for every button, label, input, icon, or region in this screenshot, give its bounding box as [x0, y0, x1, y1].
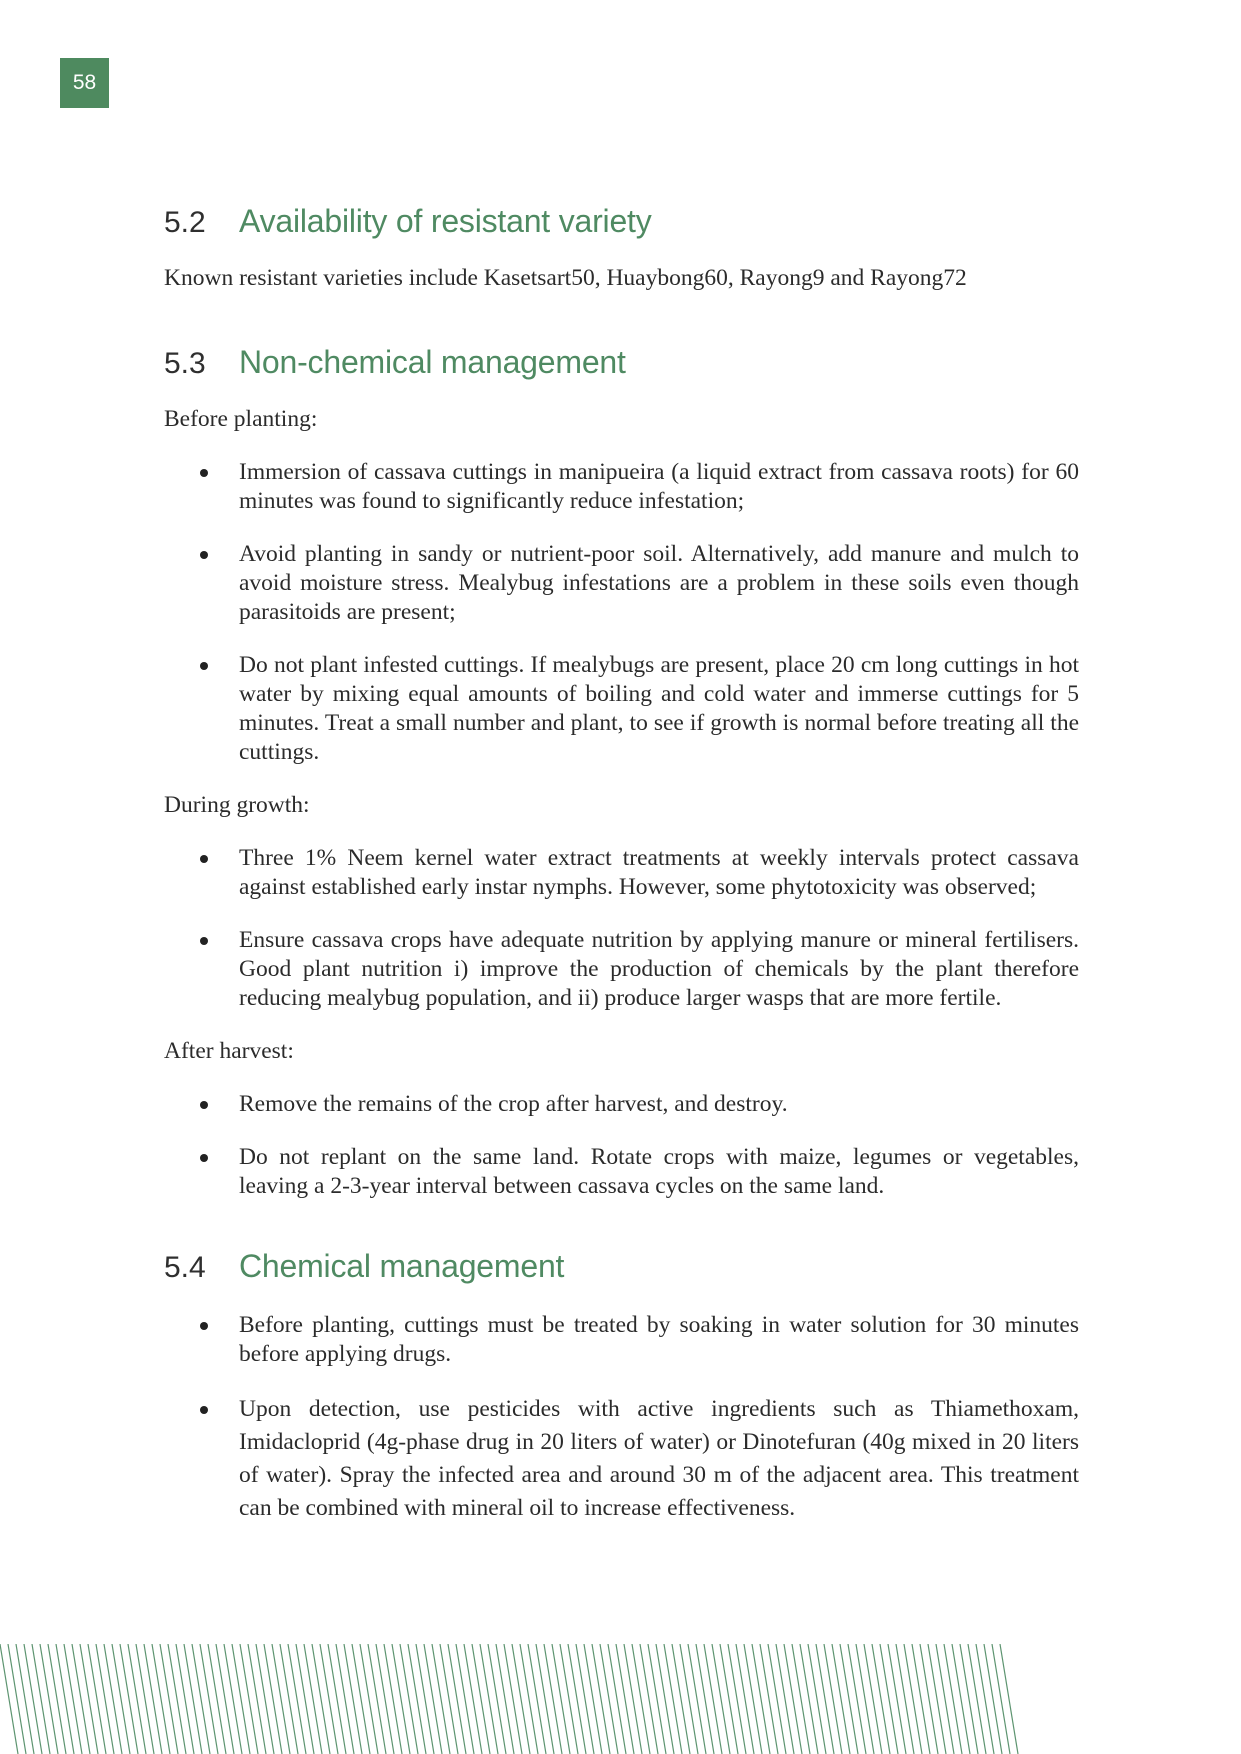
- stripe-line: [872, 1644, 890, 1754]
- stripe-line: [480, 1644, 498, 1754]
- stripe-line: [88, 1644, 106, 1754]
- stripe-line: [736, 1644, 754, 1754]
- stripe-line: [536, 1644, 554, 1754]
- stripe-line: [568, 1644, 586, 1754]
- stripe-line: [80, 1644, 98, 1754]
- stripe-line: [840, 1644, 858, 1754]
- stripe-line: [32, 1644, 50, 1754]
- list-item: [164, 540, 1079, 627]
- list-item: [164, 844, 1079, 902]
- stripe-line: [720, 1644, 738, 1754]
- stripe-line: [240, 1644, 258, 1754]
- stripe-line: [904, 1644, 922, 1754]
- stripe-line: [464, 1644, 482, 1754]
- stripe-line: [832, 1644, 850, 1754]
- stripe-line: [272, 1644, 290, 1754]
- stripe-line: [152, 1644, 170, 1754]
- list-item: [164, 1143, 1079, 1201]
- section-5-2: [164, 196, 1079, 293]
- stripe-line: [360, 1644, 378, 1754]
- stripe-line: [256, 1644, 274, 1754]
- stripe-line: [544, 1644, 562, 1754]
- bullet-icon: [200, 855, 208, 863]
- stripe-line: [888, 1644, 906, 1754]
- list-item-text: Avoid planting in sandy or nutrient-poor soil. Alternatively, add manure and mulch to avoid moisture stress. Mealybug infestations are a problem in these soils even though parasitoids are present;: [239, 541, 1079, 625]
- stripe-line: [488, 1644, 506, 1754]
- stripe-line: [712, 1644, 730, 1754]
- stripe-line: [224, 1644, 242, 1754]
- stripe-line: [448, 1644, 466, 1754]
- stripe-line: [824, 1644, 842, 1754]
- stripe-line: [24, 1644, 42, 1754]
- stripe-line: [264, 1644, 282, 1754]
- group-label-before-planting: Before planting:: [164, 406, 318, 432]
- stripe-line: [680, 1644, 698, 1754]
- stripe-line: [320, 1644, 338, 1754]
- page-number-badge: [60, 58, 109, 108]
- stripe-line: [816, 1644, 834, 1754]
- stripe-line: [576, 1644, 594, 1754]
- stripe-line: [160, 1644, 178, 1754]
- list-item-text: Do not plant infested cuttings. If mealybugs are present, place 20 cm long cuttings in hot water by mixing equal amounts of boiling and cold water and immerse cuttings for 5 minutes. Treat a small number and plant, to see if growth is normal before treating all the cuttings.: [239, 652, 1079, 765]
- stripe-line: [880, 1644, 898, 1754]
- stripe-line: [344, 1644, 362, 1754]
- stripe-line: [520, 1644, 538, 1754]
- stripe-line: [848, 1644, 866, 1754]
- stripe-line: [584, 1644, 602, 1754]
- stripe-line: [528, 1644, 546, 1754]
- section-number: 5.3: [164, 347, 206, 380]
- stripe-line: [416, 1644, 434, 1754]
- stripe-line: [968, 1644, 986, 1754]
- stripe-line: [248, 1644, 266, 1754]
- stripe-line: [312, 1644, 330, 1754]
- list-item-text: Do not replant on the same land. Rotate crops with maize, legumes or vegetables, leaving a 2-3-year interval between cassava cycles on the same land.: [239, 1144, 1079, 1199]
- stripe-line: [552, 1644, 570, 1754]
- stripe-line: [0, 1644, 18, 1754]
- stripe-line: [864, 1644, 882, 1754]
- bullet-list: [164, 458, 1079, 767]
- stripe-line: [192, 1644, 210, 1754]
- stripe-line: [672, 1644, 690, 1754]
- bullet-list: [164, 844, 1079, 1013]
- stripe-line: [696, 1644, 714, 1754]
- stripe-line: [384, 1644, 402, 1754]
- stripe-line: [392, 1644, 410, 1754]
- bullet-icon: [200, 937, 208, 945]
- stripe-line: [760, 1644, 778, 1754]
- stripe-line: [664, 1644, 682, 1754]
- stripe-line: [104, 1644, 122, 1754]
- bullet-icon: [200, 469, 208, 477]
- stripe-line: [952, 1644, 970, 1754]
- stripe-line: [592, 1644, 610, 1754]
- list-item: [164, 1090, 1079, 1119]
- bullet-icon: [200, 1101, 208, 1109]
- stripe-line: [640, 1644, 658, 1754]
- stripe-line: [920, 1644, 938, 1754]
- stripe-line: [288, 1644, 306, 1754]
- page-number: 58: [72, 71, 97, 94]
- section-number: 5.4: [164, 1251, 206, 1284]
- stripe-line: [1000, 1644, 1018, 1754]
- stripe-line: [456, 1644, 474, 1754]
- stripe-line: [96, 1644, 114, 1754]
- stripe-line: [336, 1644, 354, 1754]
- section-heading: [164, 337, 1079, 387]
- stripe-line: [232, 1644, 250, 1754]
- stripe-line: [936, 1644, 954, 1754]
- stripe-line: [608, 1644, 626, 1754]
- section-number: 5.2: [164, 206, 206, 239]
- list-item: [164, 1311, 1079, 1369]
- stripe-line: [944, 1644, 962, 1754]
- list-item: [164, 1393, 1079, 1525]
- stripe-line: [512, 1644, 530, 1754]
- stripe-line: [704, 1644, 722, 1754]
- bullet-icon: [200, 1406, 208, 1414]
- section-title: Availability of resistant variety: [239, 203, 652, 239]
- stripe-line: [776, 1644, 794, 1754]
- stripe-line: [304, 1644, 322, 1754]
- decorative-stripes-pattern: [0, 1644, 1241, 1754]
- list-item: [164, 926, 1079, 1013]
- bullet-icon: [200, 662, 208, 670]
- stripe-line: [496, 1644, 514, 1754]
- stripe-line: [784, 1644, 802, 1754]
- stripe-line: [128, 1644, 146, 1754]
- stripe-line: [984, 1644, 1002, 1754]
- stripe-line: [400, 1644, 418, 1754]
- section-heading: [164, 1241, 1079, 1291]
- stripe-line: [424, 1644, 442, 1754]
- stripe-line: [368, 1644, 386, 1754]
- bullet-list: [164, 1090, 1079, 1201]
- stripe-line: [144, 1644, 162, 1754]
- stripe-line: [992, 1644, 1010, 1754]
- stripe-line: [624, 1644, 642, 1754]
- stripe-line: [808, 1644, 826, 1754]
- stripe-line: [136, 1644, 154, 1754]
- stripe-line: [440, 1644, 458, 1754]
- section-title: Non-chemical management: [239, 344, 626, 380]
- stripe-line: [632, 1644, 650, 1754]
- stripe-line: [656, 1644, 674, 1754]
- stripe-line: [752, 1644, 770, 1754]
- stripe-line: [352, 1644, 370, 1754]
- stripe-line: [976, 1644, 994, 1754]
- stripe-line: [72, 1644, 90, 1754]
- stripe-line: [768, 1644, 786, 1754]
- list-item-text: Three 1% Neem kernel water extract treatments at weekly intervals protect cassava against established early instar nymphs. However, some phytotoxicity was observed;: [239, 845, 1079, 900]
- list-item-text: Ensure cassava crops have adequate nutrition by applying manure or mineral fertilisers. Good plant nutrition i) improve the production of chemicals by the plant therefore reducing mealybug population, and ii) produce larger wasps that are more fertile.: [239, 927, 1079, 1011]
- stripe-line: [176, 1644, 194, 1754]
- stripe-line: [600, 1644, 618, 1754]
- stripe-line: [64, 1644, 82, 1754]
- section-title: Chemical management: [239, 1248, 565, 1284]
- page-content: [164, 196, 1079, 1525]
- bullet-list: [164, 1311, 1079, 1525]
- stripe-line: [928, 1644, 946, 1754]
- stripe-line: [216, 1644, 234, 1754]
- stripe-line: [792, 1644, 810, 1754]
- stripe-line: [16, 1644, 34, 1754]
- stripe-line: [648, 1644, 666, 1754]
- bullet-icon: [200, 551, 208, 559]
- stripe-line: [56, 1644, 74, 1754]
- stripe-line: [616, 1644, 634, 1754]
- bullet-icon: [200, 1154, 208, 1162]
- stripe-line: [896, 1644, 914, 1754]
- stripe-line: [48, 1644, 66, 1754]
- list-item-text: Immersion of cassava cuttings in manipueira (a liquid extract from cassava roots) for 60 minutes was found to significantly reduce infestation;: [239, 459, 1079, 514]
- stripe-line: [208, 1644, 226, 1754]
- stripe-line: [112, 1644, 130, 1754]
- stripe-line: [472, 1644, 490, 1754]
- stripe-line: [184, 1644, 202, 1754]
- stripe-line: [328, 1644, 346, 1754]
- stripe-line: [856, 1644, 874, 1754]
- stripe-line: [40, 1644, 58, 1754]
- stripe-line: [200, 1644, 218, 1754]
- section-5-4: [164, 1241, 1079, 1525]
- stripe-line: [744, 1644, 762, 1754]
- stripe-line: [432, 1644, 450, 1754]
- stripe-line: [8, 1644, 26, 1754]
- stripe-line: [376, 1644, 394, 1754]
- stripe-line: [560, 1644, 578, 1754]
- group-label-after-harvest: After harvest:: [164, 1038, 294, 1064]
- section-intro: Known resistant varieties include Kasetsart50, Huaybong60, Rayong9 and Rayong72: [164, 265, 967, 291]
- stripe-line: [800, 1644, 818, 1754]
- stripe-line: [296, 1644, 314, 1754]
- stripe-line: [912, 1644, 930, 1754]
- stripe-line: [168, 1644, 186, 1754]
- group-label-during-growth: During growth:: [164, 792, 310, 818]
- stripe-line: [408, 1644, 426, 1754]
- bullet-icon: [200, 1322, 208, 1330]
- list-item-text: Before planting, cuttings must be treated by soaking in water solution for 30 minutes before applying drugs.: [239, 1312, 1079, 1367]
- stripe-line: [960, 1644, 978, 1754]
- stripe-line: [504, 1644, 522, 1754]
- stripe-line: [120, 1644, 138, 1754]
- stripe-line: [688, 1644, 706, 1754]
- section-heading: [164, 196, 1079, 246]
- list-item-text: Upon detection, use pesticides with active ingredients such as Thiamethoxam, Imidacloprid (4g-phase drug in 20 liters of water) or Dinotefuran (40g mixed in 20 liters of water). Spray the infected area and around 30 m of the adjacent area. This treatment can be combined with mineral oil to increase effectiveness.: [239, 1396, 1079, 1521]
- list-item: [164, 458, 1079, 516]
- stripe-line: [280, 1644, 298, 1754]
- list-item-text: Remove the remains of the crop after harvest, and destroy.: [239, 1091, 788, 1117]
- section-5-3: [164, 337, 1079, 1201]
- list-item: [164, 651, 1079, 767]
- stripe-line: [728, 1644, 746, 1754]
